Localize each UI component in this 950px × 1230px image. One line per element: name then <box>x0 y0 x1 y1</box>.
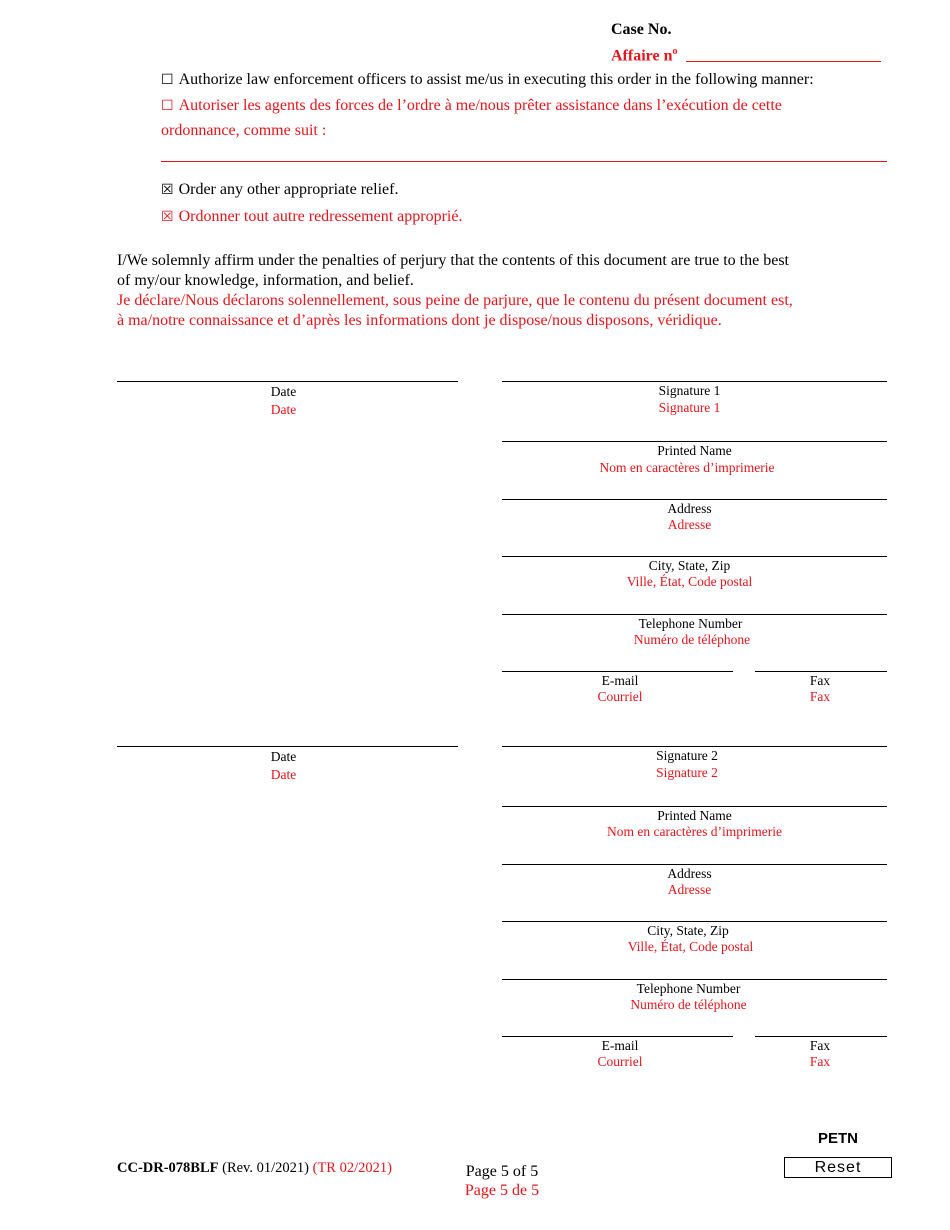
signature-label-2: Signature 2 <box>656 748 718 763</box>
printed-name-label-1: Printed Name <box>657 443 732 458</box>
option-authorize-en <box>161 70 814 90</box>
fax-field-2[interactable] <box>755 1036 887 1037</box>
email-label-fr-1: Courriel <box>597 689 643 704</box>
printed-name-field-2[interactable] <box>502 806 887 807</box>
email-field-1[interactable] <box>502 671 733 672</box>
signature-field-2[interactable] <box>502 746 887 747</box>
date-label-fr-1: Date <box>270 402 297 417</box>
checkbox-other-relief[interactable]: ☒ <box>161 182 174 198</box>
affirmation-fr-line1: Je déclare/Nous déclarons solennellement, sous peine de parjure, que le contenu du présent document est, <box>117 292 793 309</box>
signature-label-fr-2: Signature 2 <box>656 765 718 780</box>
affirmation-en-line2: of my/our knowledge, information, and belief. <box>117 272 414 289</box>
date-label-2: Date <box>270 749 297 764</box>
address-label-1: Address <box>667 501 712 516</box>
address-field-1[interactable] <box>502 499 887 500</box>
telephone-label-fr-1: Numéro de téléphone <box>633 632 751 647</box>
date-label-fr-2: Date <box>270 767 297 782</box>
affaire-label <box>611 42 677 66</box>
form-translation-revision: (TR 02/2021) <box>312 1160 392 1176</box>
option-other-relief-fr <box>161 207 462 227</box>
option-other-relief-en <box>161 180 398 200</box>
authorize-manner-field[interactable] <box>161 161 887 162</box>
address-label-2: Address <box>667 866 712 881</box>
form-id-line <box>117 1160 392 1177</box>
option-authorize-fr-line1: Autoriser les agents des forces de l’ordre à me/nous prêter assistance dans l’exécution de cette <box>178 97 782 114</box>
telephone-field-2[interactable] <box>502 979 887 980</box>
option-authorize-fr <box>161 96 782 116</box>
form-revision: (Rev. 01/2021) <box>222 1160 309 1176</box>
date-field-1[interactable] <box>117 381 458 382</box>
printed-name-label-2: Printed Name <box>657 808 732 823</box>
telephone-label-fr-2: Numéro de téléphone <box>630 997 747 1012</box>
printed-name-label-fr-1: Nom en caractères d’imprimerie <box>599 460 775 475</box>
affirmation-en-line1: I/We solemnly affirm under the penalties of perjury that the contents of this document are true to the best <box>117 252 789 269</box>
telephone-label-1: Telephone Number <box>638 616 743 631</box>
signature-label-1: Signature 1 <box>658 383 721 398</box>
city-state-zip-label-fr-1: Ville, État, Code postal <box>626 574 753 589</box>
option-authorize-fr-line2: ordonnance, comme suit : <box>161 122 327 139</box>
city-state-zip-label-2: City, State, Zip <box>647 923 729 938</box>
email-label-fr-2: Courriel <box>597 1054 643 1069</box>
fax-label-2: Fax <box>809 1038 831 1053</box>
printed-name-field-1[interactable] <box>502 441 887 442</box>
address-label-fr-1: Adresse <box>667 517 712 532</box>
telephone-field-1[interactable] <box>502 614 887 615</box>
signature-field-1[interactable] <box>502 381 887 382</box>
city-state-zip-label-fr-2: Ville, État, Code postal <box>627 939 754 954</box>
case-number-field[interactable] <box>686 61 881 62</box>
printed-name-label-fr-2: Nom en caractères d’imprimerie <box>606 824 783 839</box>
fax-label-1: Fax <box>809 673 831 688</box>
option-authorize-en-text: Authorize law enforcement officers to assist me/us in executing this order in the following manner: <box>178 71 814 88</box>
affaire-label-text: Affaire n <box>611 47 673 65</box>
fax-label-fr-1: Fax <box>809 689 831 704</box>
affaire-label-sup: o <box>672 46 678 57</box>
date-field-2[interactable] <box>117 746 458 747</box>
address-field-2[interactable] <box>502 864 887 865</box>
city-state-zip-field-1[interactable] <box>502 556 887 557</box>
option-other-relief-en-text: Order any other appropriate relief. <box>178 181 399 198</box>
checkbox-authorize-fr[interactable]: ☐ <box>161 98 174 114</box>
email-label-1: E-mail <box>601 673 639 688</box>
fax-field-1[interactable] <box>755 671 887 672</box>
email-field-2[interactable] <box>502 1036 733 1037</box>
form-id: CC-DR-078BLF <box>117 1160 219 1176</box>
checkbox-other-relief-fr[interactable]: ☒ <box>161 209 174 225</box>
email-label-2: E-mail <box>601 1038 639 1053</box>
city-state-zip-field-2[interactable] <box>502 921 887 922</box>
page-number-fr: Page 5 de 5 <box>464 1182 540 1199</box>
signature-label-fr-1: Signature 1 <box>658 400 721 415</box>
address-label-fr-2: Adresse <box>667 882 712 897</box>
checkbox-authorize[interactable]: ☐ <box>161 72 174 88</box>
form-code-petn: PETN <box>817 1130 858 1147</box>
option-other-relief-fr-text: Ordonner tout autre redressement approprié. <box>178 208 463 225</box>
case-no-label: Case No. <box>611 21 672 38</box>
telephone-label-2: Telephone Number <box>636 981 741 996</box>
city-state-zip-label-1: City, State, Zip <box>648 558 731 573</box>
page-number-en: Page 5 of 5 <box>465 1163 539 1180</box>
reset-button[interactable]: Reset <box>784 1157 892 1178</box>
fax-label-fr-2: Fax <box>809 1054 831 1069</box>
affirmation-fr-line2: à ma/notre connaissance et d’après les informations dont je dispose/nous disposons, véridique. <box>117 312 722 329</box>
date-label-1: Date <box>270 384 297 399</box>
